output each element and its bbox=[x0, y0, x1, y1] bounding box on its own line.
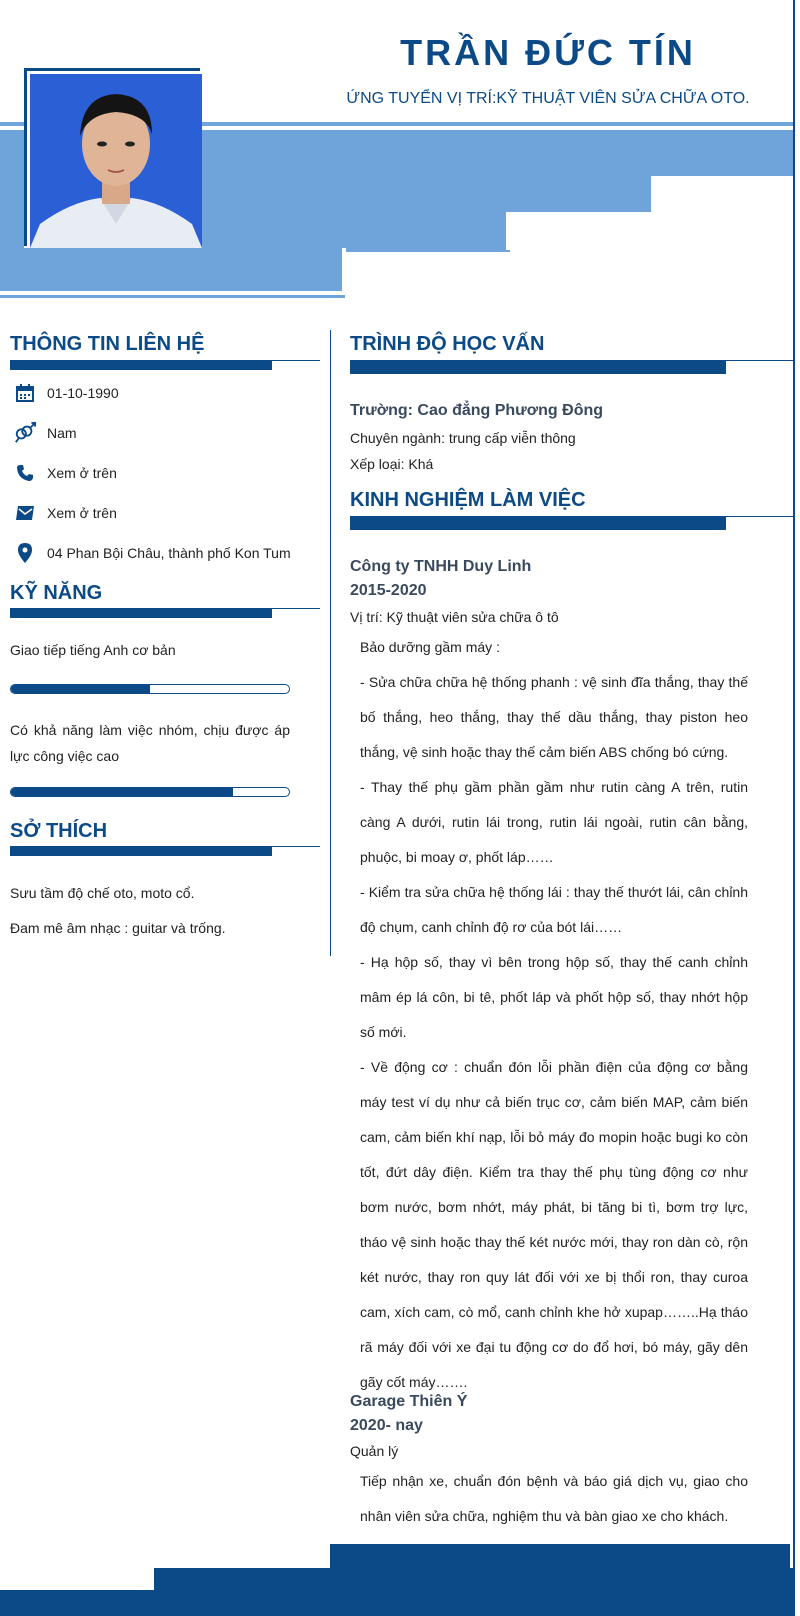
job-paragraph: - Về động cơ : chuẩn đón lỗi phần điện của động cơ bằng máy test ví dụ như cả biến trục cơ, cảm biến MAP, cảm biến cam, cảm biến khí nạp, lỗi bỏ máy đo mopin hoặc bugi ko còn tốt, đứt dây điện. Kiểm tra thay thế phụ tùng động cơ như bơm nước, bơm nhớt, máy phát, bi tăng bi tì, bơm trợ lực, tháo vệ sinh hoặc thay thế két nước mới, thay ron dàn cò, rộn két nước, thay ron quy lát đối với xe bị thổi ron, thay curoa cam, xích cam, cò mổ, canh chỉnh khe hở xupap……..Hạ tháo rã máy đối với xe đại tu động cơ do đổ hơi, bó máy, gãy dên gãy cốt máy……. bbox=[360, 1059, 748, 1390]
education-title: TRÌNH ĐỘ HỌC VẤN bbox=[350, 333, 545, 355]
job-paragraph: - Kiểm tra sửa chữa hệ thống lái : thay thế thướt lái, cân chỉnh độ chụm, canh chỉnh độ rơ của bót lái…… bbox=[360, 884, 748, 935]
header-step-line bbox=[506, 212, 510, 250]
job-paragraph: - Hạ hộp số, thay vì bên trong hộp số, thay thế canh chỉnh mâm ép lá côn, bi tê, phốt láp và phốt hộp số, thay nhớt hộp số mới. bbox=[360, 954, 748, 1040]
job-role: Quản lý bbox=[350, 1443, 399, 1459]
avatar-frame-edge bbox=[24, 68, 200, 71]
education-school: Trường: Cao đẳng Phương Đông bbox=[350, 402, 604, 419]
phone-icon bbox=[14, 462, 36, 484]
header-step-line bbox=[342, 248, 346, 295]
contact-value: 04 Phan Bội Châu, thành phố Kon Tum bbox=[47, 545, 291, 561]
job-description bbox=[360, 630, 748, 1400]
page-right-border bbox=[793, 0, 795, 1616]
footer-band bbox=[0, 1590, 794, 1616]
header-step-cut bbox=[655, 180, 793, 220]
skill-bar bbox=[10, 787, 290, 797]
hobby-item: Đam mê âm nhạc : guitar và trống. bbox=[10, 920, 226, 936]
section-bar bbox=[350, 517, 726, 530]
contact-email bbox=[14, 502, 117, 524]
skill-bar bbox=[10, 684, 290, 694]
contact-phone bbox=[14, 462, 117, 484]
hobby-item: Sưu tầm độ chế oto, moto cổ. bbox=[10, 885, 195, 901]
job-company: Công ty TNHH Duy Linh bbox=[350, 558, 532, 575]
skill-label: Giao tiếp tiếng Anh cơ bản bbox=[10, 642, 176, 658]
contact-value: Xem ở trên bbox=[47, 505, 117, 521]
header-step-line bbox=[346, 248, 510, 252]
job-paragraph: Bảo dưỡng gầm máy : bbox=[360, 639, 500, 655]
email-icon bbox=[14, 502, 36, 524]
section-bar bbox=[10, 609, 272, 618]
contact-birthday bbox=[14, 382, 119, 404]
education-rank: Xếp loại: Khá bbox=[350, 456, 434, 472]
skills-title: KỸ NĂNG bbox=[10, 582, 103, 604]
contact-value: Xem ở trên bbox=[47, 465, 117, 481]
column-divider bbox=[330, 330, 331, 956]
education-major: Chuyên ngành: trung cấp viễn thông bbox=[350, 430, 576, 446]
job-paragraph: Tiếp nhận xe, chuẩn đón bệnh và báo giá dịch vụ, giao cho nhân viên sửa chữa, nghiệm thu và bàn giao xe cho khách. bbox=[360, 1473, 748, 1524]
header-step-line bbox=[510, 212, 655, 216]
job-role: Vị trí: Kỹ thuật viên sửa chữa ô tô bbox=[350, 609, 559, 625]
contact-gender bbox=[14, 422, 77, 444]
section-bar bbox=[10, 847, 272, 856]
avatar bbox=[30, 74, 202, 248]
contact-address bbox=[14, 542, 291, 564]
candidate-name: TRẦN ĐỨC TÍN bbox=[400, 32, 696, 73]
section-bar bbox=[10, 361, 272, 370]
contact-value: Nam bbox=[47, 425, 77, 441]
applied-position: ỨNG TUYỂN VỊ TRÍ:KỸ THUẬT VIÊN SỬA CHỮA OTO. bbox=[346, 90, 750, 107]
avatar-frame-edge bbox=[24, 68, 27, 246]
header-step-line bbox=[651, 176, 655, 216]
section-bar bbox=[350, 361, 726, 374]
job-company: Garage Thiên Ý bbox=[350, 1393, 468, 1410]
contact-title: THÔNG TIN LIÊN HỆ bbox=[10, 333, 205, 355]
calendar-icon bbox=[14, 382, 36, 404]
skill-label: Có khả năng làm việc nhóm, chịu được áp lực công việc cao bbox=[10, 722, 290, 764]
experience-title: KINH NGHIỆM LÀM VIỆC bbox=[350, 489, 586, 511]
job-paragraph: - Sửa chữa chữa hệ thống phanh : vệ sinh đĩa thắng, thay thế bố thắng, heo thắng, thay thế dầu thắng, thay piston heo thắng, vệ sinh hoặc thay thế cảm biến ABS chống bó cứng. bbox=[360, 674, 748, 760]
header-step-cut bbox=[345, 248, 793, 298]
job-paragraph: - Thay thế phụ gầm phần gầm như rutin càng A trên, rutin càng A dưới, rutin lái trong, rutin lái ngoài, rutin cân bằng, phuộc, bi moay ơ, phốt láp…… bbox=[360, 779, 748, 865]
job-description bbox=[360, 1464, 748, 1534]
header-step-line bbox=[0, 291, 342, 295]
job-period: 2020- nay bbox=[350, 1417, 423, 1434]
location-icon bbox=[14, 542, 36, 564]
header-step-line bbox=[655, 176, 793, 180]
hobbies-title: SỞ THÍCH bbox=[10, 820, 108, 842]
gender-icon bbox=[14, 422, 36, 444]
skill-bar-fill bbox=[11, 685, 150, 693]
job-period: 2015-2020 bbox=[350, 582, 427, 599]
contact-value: 01-10-1990 bbox=[47, 385, 119, 401]
skill-bar-fill bbox=[11, 788, 233, 796]
header-step-cut bbox=[510, 216, 793, 250]
